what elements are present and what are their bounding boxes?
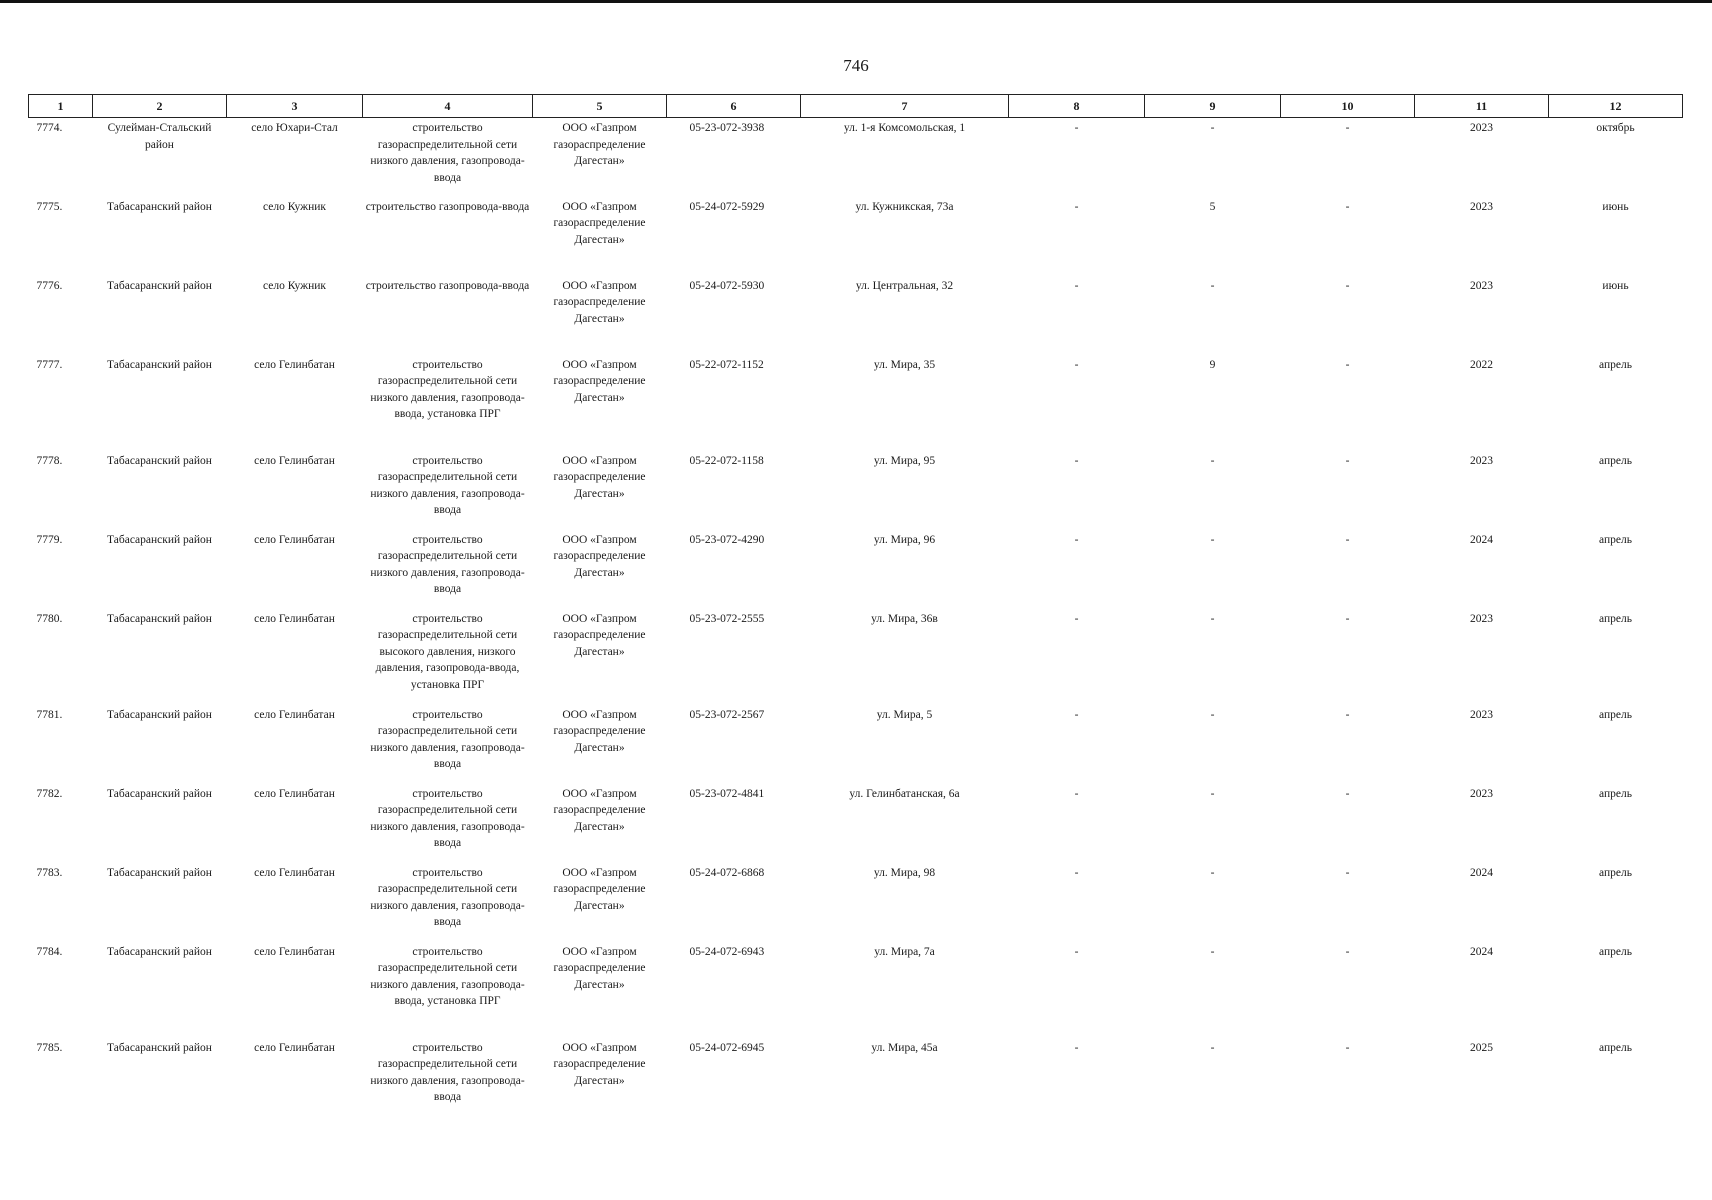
- project-code-cell: 05-24-072-6945: [689, 1041, 765, 1054]
- column-8-cell: -: [1074, 612, 1079, 625]
- month-cell: апрель: [1599, 787, 1632, 800]
- column-8-cell: -: [1074, 200, 1079, 213]
- project-code-cell: 05-23-072-4841: [689, 787, 765, 800]
- settlement-cell: село Кужник: [263, 200, 326, 213]
- row-number: 7776.: [36, 279, 63, 292]
- row-number: 7774.: [36, 122, 63, 134]
- row-number: 7781.: [36, 708, 63, 721]
- table-row: [29, 118, 1683, 197]
- column-header: 8: [1009, 95, 1145, 118]
- organization-cell: ООО «Газпром газораспределение Дагестан»: [553, 866, 646, 912]
- column-10-cell: -: [1345, 787, 1350, 800]
- organization-cell: ООО «Газпром газораспределение Дагестан»: [553, 279, 646, 325]
- project-code-cell: 05-23-072-3938: [689, 122, 765, 134]
- column-header: 7: [801, 95, 1009, 118]
- column-10-cell: -: [1345, 200, 1350, 213]
- year-cell: 2024: [1470, 866, 1493, 879]
- organization-cell: ООО «Газпром газораспределение Дагестан»: [553, 1041, 646, 1087]
- district-cell: Табасаранский район: [107, 612, 212, 625]
- organization-cell: ООО «Газпром газораспределение Дагестан»: [553, 122, 646, 167]
- project-code-cell: 05-22-072-1158: [689, 454, 764, 467]
- column-10-cell: -: [1345, 708, 1350, 721]
- address-cell: ул. Мира, 96: [873, 533, 936, 546]
- work-type-cell: строительство газопровода-ввода: [365, 200, 530, 213]
- address-cell: ул. Мира, 35: [873, 358, 936, 371]
- address-cell: ул. Мира, 98: [873, 866, 936, 879]
- project-code-cell: 05-24-072-6868: [689, 866, 765, 879]
- address-cell: ул. Мира, 7а: [874, 945, 935, 958]
- column-8-cell: -: [1074, 945, 1079, 958]
- table-row: [29, 1038, 1683, 1108]
- row-number: 7783.: [36, 866, 63, 879]
- table-row: [29, 942, 1683, 1038]
- column-9-cell: -: [1210, 533, 1215, 546]
- register-table: [28, 94, 1683, 1108]
- project-code-cell: 05-23-072-2555: [689, 612, 765, 625]
- table-row: [29, 451, 1683, 530]
- column-8-cell: -: [1074, 1041, 1079, 1054]
- column-9-cell: -: [1210, 122, 1215, 134]
- page-number: 746: [843, 56, 869, 75]
- district-cell: Табасаранский район: [107, 866, 212, 879]
- project-code-cell: 05-24-072-5930: [689, 279, 765, 292]
- column-header: 6: [667, 95, 801, 118]
- district-cell: Табасаранский район: [107, 358, 212, 371]
- row-number: 7785.: [36, 1041, 63, 1054]
- year-cell: 2023: [1470, 122, 1493, 134]
- table-row: [29, 276, 1683, 355]
- column-9-cell: -: [1210, 612, 1215, 625]
- column-8-cell: -: [1074, 708, 1079, 721]
- project-code-cell: 05-22-072-1152: [689, 358, 764, 371]
- month-cell: апрель: [1599, 866, 1632, 879]
- month-cell: апрель: [1599, 945, 1632, 958]
- work-type-cell: строительство газораспределительной сети низкого давления, газопровода-ввода, установка ПРГ: [370, 945, 525, 1007]
- table-row: [29, 530, 1683, 609]
- row-number: 7775.: [36, 200, 63, 213]
- column-10-cell: -: [1345, 866, 1350, 879]
- column-header: 5: [533, 95, 667, 118]
- project-code-cell: 05-23-072-2567: [689, 708, 765, 721]
- column-9-cell: -: [1210, 279, 1215, 292]
- project-code-cell: 05-23-072-4290: [689, 533, 765, 546]
- organization-cell: ООО «Газпром газораспределение Дагестан»: [553, 533, 646, 579]
- column-header: 4: [363, 95, 533, 118]
- table-row: [29, 705, 1683, 784]
- month-cell: апрель: [1599, 533, 1632, 546]
- row-number: 7780.: [36, 612, 63, 625]
- month-cell: апрель: [1599, 708, 1632, 721]
- address-cell: ул. Центральная, 32: [855, 279, 954, 292]
- settlement-cell: село Юхари-Стал: [251, 122, 338, 134]
- address-cell: ул. Гелинбатанская, 6а: [849, 787, 960, 800]
- column-8-cell: -: [1074, 358, 1079, 371]
- column-header: 9: [1145, 95, 1281, 118]
- month-cell: октябрь: [1596, 122, 1635, 134]
- row-number: 7784.: [36, 945, 63, 958]
- row-number: 7782.: [36, 787, 63, 800]
- work-type-cell: строительство газораспределительной сети низкого давления, газопровода-ввода: [370, 866, 525, 928]
- year-cell: 2023: [1470, 200, 1493, 213]
- table-row: [29, 609, 1683, 705]
- settlement-cell: село Гелинбатан: [254, 533, 335, 546]
- settlement-cell: село Гелинбатан: [254, 945, 335, 958]
- column-9-cell: -: [1210, 1041, 1215, 1054]
- address-cell: ул. Мира, 5: [876, 708, 933, 721]
- district-cell: Табасаранский район: [107, 708, 212, 721]
- district-cell: Сулейман-Стальский район: [107, 122, 212, 151]
- settlement-cell: село Гелинбатан: [254, 358, 335, 371]
- column-10-cell: -: [1345, 454, 1350, 467]
- address-cell: ул. 1-я Комсомольская, 1: [843, 122, 966, 134]
- column-8-cell: -: [1074, 787, 1079, 800]
- column-8-cell: -: [1074, 122, 1079, 134]
- column-header: 10: [1281, 95, 1415, 118]
- column-9-cell: -: [1210, 945, 1215, 958]
- month-cell: апрель: [1599, 1041, 1632, 1054]
- district-cell: Табасаранский район: [107, 787, 212, 800]
- column-10-cell: -: [1345, 122, 1350, 134]
- column-8-cell: -: [1074, 866, 1079, 879]
- column-9-cell: -: [1210, 866, 1215, 879]
- column-8-cell: -: [1074, 533, 1079, 546]
- settlement-cell: село Гелинбатан: [254, 612, 335, 625]
- table-row: [29, 784, 1683, 863]
- table-row: [29, 355, 1683, 451]
- address-cell: ул. Мира, 36в: [871, 612, 938, 625]
- month-cell: июнь: [1602, 279, 1629, 292]
- year-cell: 2024: [1470, 533, 1493, 546]
- year-cell: 2025: [1470, 1041, 1493, 1054]
- column-10-cell: -: [1345, 612, 1350, 625]
- top-rule: [0, 0, 1712, 3]
- column-9-cell: -: [1210, 454, 1215, 467]
- district-cell: Табасаранский район: [107, 200, 212, 213]
- year-cell: 2023: [1470, 787, 1493, 800]
- month-cell: апрель: [1599, 454, 1632, 467]
- row-number: 7778.: [36, 454, 63, 467]
- settlement-cell: село Гелинбатан: [254, 708, 335, 721]
- column-10-cell: -: [1345, 279, 1350, 292]
- month-cell: апрель: [1599, 358, 1632, 371]
- work-type-cell: строительство газораспределительной сети низкого давления, газопровода-ввода: [370, 454, 525, 516]
- column-9-cell: 9: [1209, 358, 1216, 371]
- settlement-cell: село Кужник: [263, 279, 326, 292]
- header-row: [29, 95, 1683, 118]
- column-header: 2: [93, 95, 227, 118]
- work-type-cell: строительство газораспределительной сети низкого давления, газопровода-ввода: [370, 122, 525, 184]
- column-header: 1: [29, 95, 93, 118]
- row-number: 7777.: [36, 358, 63, 371]
- district-cell: Табасаранский район: [107, 454, 212, 467]
- settlement-cell: село Гелинбатан: [254, 1041, 335, 1054]
- organization-cell: ООО «Газпром газораспределение Дагестан»: [553, 454, 646, 500]
- organization-cell: ООО «Газпром газораспределение Дагестан»: [553, 612, 646, 658]
- organization-cell: ООО «Газпром газораспределение Дагестан»: [553, 787, 646, 833]
- settlement-cell: село Гелинбатан: [254, 454, 335, 467]
- row-number: 7779.: [36, 533, 63, 546]
- project-code-cell: 05-24-072-5929: [689, 200, 765, 213]
- work-type-cell: строительство газораспределительной сети низкого давления, газопровода-ввода, установка ПРГ: [370, 358, 525, 420]
- district-cell: Табасаранский район: [107, 279, 212, 292]
- column-10-cell: -: [1345, 533, 1350, 546]
- year-cell: 2023: [1470, 454, 1493, 467]
- year-cell: 2023: [1470, 279, 1493, 292]
- column-10-cell: -: [1345, 358, 1350, 371]
- address-cell: ул. Мира, 45а: [871, 1041, 938, 1054]
- work-type-cell: строительство газораспределительной сети низкого давления, газопровода-ввода: [370, 533, 525, 595]
- year-cell: 2024: [1470, 945, 1493, 958]
- settlement-cell: село Гелинбатан: [254, 787, 335, 800]
- month-cell: апрель: [1599, 612, 1632, 625]
- year-cell: 2023: [1470, 708, 1493, 721]
- work-type-cell: строительство газораспределительной сети низкого давления, газопровода-ввода: [370, 1041, 525, 1103]
- column-10-cell: -: [1345, 1041, 1350, 1054]
- month-cell: июнь: [1602, 200, 1629, 213]
- settlement-cell: село Гелинбатан: [254, 866, 335, 879]
- table-row: [29, 863, 1683, 942]
- district-cell: Табасаранский район: [107, 945, 212, 958]
- column-9-cell: 5: [1209, 200, 1216, 213]
- district-cell: Табасаранский район: [107, 533, 212, 546]
- address-cell: ул. Мира, 95: [873, 454, 936, 467]
- column-header: 12: [1549, 95, 1683, 118]
- column-header: 3: [227, 95, 363, 118]
- project-code-cell: 05-24-072-6943: [689, 945, 765, 958]
- column-9-cell: -: [1210, 787, 1215, 800]
- work-type-cell: строительство газораспределительной сети высокого давления, низкого давления, газопровода-ввода, установка ПРГ: [375, 612, 520, 691]
- work-type-cell: строительство газопровода-ввода: [365, 279, 530, 292]
- organization-cell: ООО «Газпром газораспределение Дагестан»: [553, 200, 646, 246]
- table-body: [29, 118, 1683, 1108]
- district-cell: Табасаранский район: [107, 1041, 212, 1054]
- column-8-cell: -: [1074, 279, 1079, 292]
- table-row: [29, 197, 1683, 276]
- year-cell: 2023: [1470, 612, 1493, 625]
- address-cell: ул. Кужникская, 73а: [855, 200, 954, 213]
- column-10-cell: -: [1345, 945, 1350, 958]
- work-type-cell: строительство газораспределительной сети низкого давления, газопровода-ввода: [370, 708, 525, 770]
- work-type-cell: строительство газораспределительной сети низкого давления, газопровода-ввода: [370, 787, 525, 849]
- column-header: 11: [1415, 95, 1549, 118]
- column-8-cell: -: [1074, 454, 1079, 467]
- year-cell: 2022: [1470, 358, 1493, 371]
- organization-cell: ООО «Газпром газораспределение Дагестан»: [553, 945, 646, 991]
- organization-cell: ООО «Газпром газораспределение Дагестан»: [553, 358, 646, 404]
- organization-cell: ООО «Газпром газораспределение Дагестан»: [553, 708, 646, 754]
- column-9-cell: -: [1210, 708, 1215, 721]
